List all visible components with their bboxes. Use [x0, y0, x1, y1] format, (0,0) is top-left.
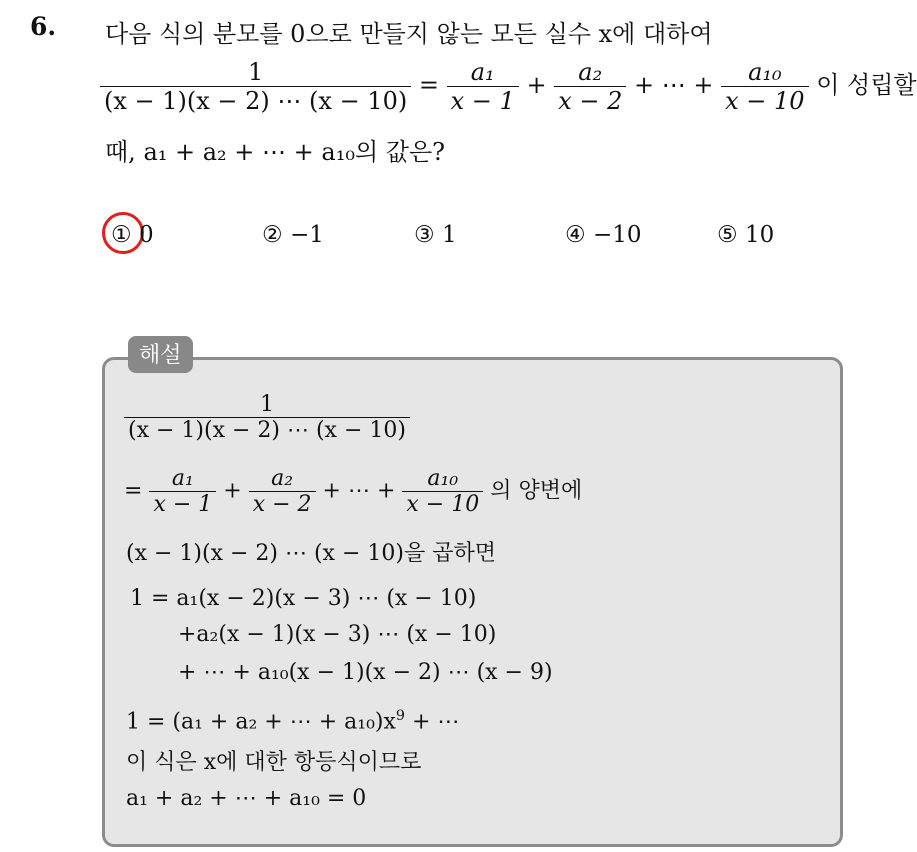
term-1-numerator: a₁: [470, 58, 495, 86]
solution-label: 해설: [128, 336, 193, 373]
choice-5[interactable]: [717, 222, 774, 248]
ellipsis-sum: + ⋯ +: [634, 71, 714, 99]
solution-t1-denominator: x − 1: [149, 491, 216, 517]
solution-line-5: +a₂(x − 1)(x − 3) ⋯ (x − 10): [178, 622, 497, 647]
lhs-numerator: 1: [247, 58, 264, 86]
solution-ellipsis: + ⋯ +: [322, 478, 396, 504]
solution-line-7-b: + ⋯: [405, 709, 460, 735]
solution-plus: +: [223, 478, 242, 504]
term-1-fraction: [447, 58, 519, 115]
term-1-denominator: x − 1: [447, 86, 519, 115]
solution-frac-denominator: (x − 1)(x − 2) ⋯ (x − 10): [124, 417, 410, 443]
solution-line-6: + ⋯ + a₁₀(x − 1)(x − 2) ⋯ (x − 9): [178, 660, 553, 685]
choice-4-value: −10: [592, 222, 642, 248]
choice-3-value: 1: [441, 222, 457, 248]
choice-1-marker: ①: [111, 222, 132, 248]
term-10-denominator: x − 10: [721, 86, 808, 115]
solution-equals: =: [124, 478, 143, 504]
choice-5-marker: ⑤: [717, 222, 738, 248]
solution-t2-numerator: a₂: [271, 466, 294, 491]
choice-2[interactable]: [262, 222, 324, 248]
choice-5-value: 10: [744, 222, 775, 248]
question-equation: [100, 58, 917, 115]
solution-line-9: a₁ + a₂ + ⋯ + a₁₀ = 0: [126, 786, 367, 811]
question-line-1: 다음 식의 분모를 0으로 만들지 않는 모든 실수 x에 대하여: [105, 20, 713, 48]
term-10-fraction: [721, 58, 808, 115]
choice-4-marker: ④: [565, 222, 586, 248]
choice-2-marker: ②: [262, 222, 283, 248]
term-2-numerator: a₂: [578, 58, 603, 86]
question-number: 6.: [30, 12, 57, 41]
equation-tail: 이 성립할: [816, 71, 917, 99]
solution-line-8: 이 식은 x에 대한 항등식이므로: [126, 750, 422, 775]
equals-sign: =: [418, 71, 439, 99]
term-2-denominator: x − 2: [554, 86, 626, 115]
choice-3[interactable]: [414, 222, 457, 248]
question-line-3: 때, a₁ + a₂ + ⋯ + a₁₀의 값은?: [105, 138, 446, 166]
choice-1-value: 0: [138, 222, 154, 248]
solution-frac-numerator: 1: [259, 392, 274, 417]
term-10-numerator: a₁₀: [748, 58, 782, 86]
solution-equation-2: [124, 466, 582, 517]
solution-t10-numerator: a₁₀: [427, 466, 459, 491]
solution-line-7-exponent: 9: [395, 708, 405, 724]
term-2-fraction: [554, 58, 626, 115]
solution-fraction: [124, 392, 410, 443]
lhs-fraction: [100, 58, 411, 115]
choice-2-value: −1: [289, 222, 324, 248]
solution-t10-denominator: x − 10: [402, 491, 483, 517]
plus-sign: +: [526, 71, 547, 99]
lhs-denominator: (x − 1)(x − 2) ⋯ (x − 10): [100, 86, 411, 115]
solution-t1-numerator: a₁: [171, 466, 194, 491]
solution-eq2-tail: 의 양변에: [490, 478, 583, 504]
solution-line-3: (x − 1)(x − 2) ⋯ (x − 10)을 곱하면: [126, 541, 496, 566]
choice-1[interactable]: [111, 222, 154, 248]
solution-line-7: [126, 708, 459, 734]
solution-t2-denominator: x − 2: [249, 491, 316, 517]
solution-line-7-a: 1 = (a₁ + a₂ + ⋯ + a₁₀)x: [126, 709, 396, 735]
choice-4[interactable]: [565, 222, 641, 248]
choice-3-marker: ③: [414, 222, 435, 248]
solution-line-4: 1 = a₁(x − 2)(x − 3) ⋯ (x − 10): [130, 586, 477, 611]
